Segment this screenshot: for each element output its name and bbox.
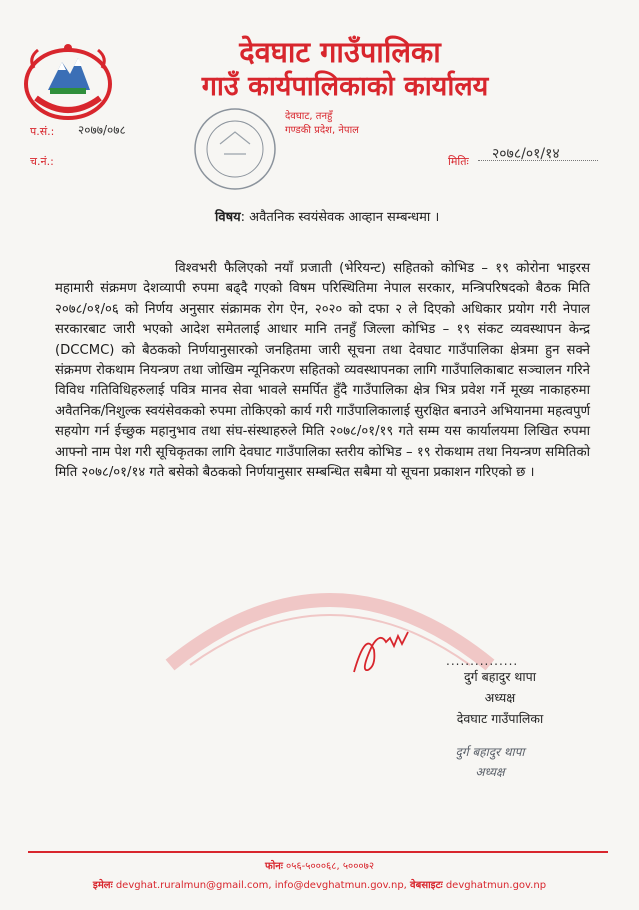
signatory-office: देवघाट गाउँपालिका (456, 711, 544, 726)
ps-value: २०७७/०७८ (78, 123, 126, 137)
subject-text: : अवैतनिक स्वयंसेवक आव्हान सम्बन्धमा । (240, 210, 440, 225)
name-stamp (430, 742, 550, 782)
website-label: वेबसाइटः (410, 880, 443, 891)
address-line1: देवघाट, तनहुँ (285, 111, 333, 122)
phone-label: फोनः (264, 861, 283, 872)
nepal-emblem-icon (20, 38, 116, 122)
signature-line: ............... (446, 654, 519, 668)
ps-label: प.सं.: (30, 125, 55, 138)
signatory-block (420, 666, 580, 729)
footer-phone (0, 858, 639, 872)
phone-value: ०५६-५०००६८, ५०००७२ (286, 861, 375, 872)
subject-line (215, 207, 439, 225)
footer-contact (0, 877, 639, 891)
address-line2: गण्डकी प्रदेश, नेपाल (285, 125, 359, 136)
stamp-title: अध्यक्ष (475, 765, 505, 779)
subject-label: विषय (215, 210, 241, 225)
org-name: देवघाट गाउँपालिका (239, 35, 441, 69)
signatory-title: अध्यक्ष (484, 690, 516, 705)
date-label: मितिः (448, 155, 469, 168)
notice-body: विश्वभरी फैलिएको नयाँ प्रजाती (भेरियन्ट) सहितको कोभिड – १९ कोरोना भाइरस महामारी संक्रमण देशव्यापी रुपमा बढ्दै गएको विषम परिस्थितिमा नेपाल सरकार, मन्त्रिपरिषदको बैठक मिति २०७८/०१/०६ को निर्णय अनुसार संक्रामक रोग ऐन, २०२० को दफा २ ले दिएको अधिकार प्रयोग गरी नेपाल सरकारबाट जारी भएको आदेश समेतलाई आधार मानि तनहुँ जिल्ला कोभिड – १९ संकट व्यवस्थापन केन्द्र (DCCMC) को बैठकको निर्णयानुसारको जनहितमा जारी सूचना तथा देवघाट गाउँपालिका क्षेत्रमा हुन सक्ने संक्रमण रोकथाम नियन्त्रण तथा जोखिम न्यूनिकरण सहितको व्यवस्थापनका लागि गाउँपालिकाबाट सञ्चालन गरिने विविध गतिविधिहरुलाई पवित्र मानव सेवा भावले समर्पित हुँदै गाउँपालिका क्षेत्र भित्र प्रवेश गर्ने मूख्य नाकाहरुमा अवैतनिक/निशुल्क स्वयंसेवकको रुपमा तोकिएको कार्य गरी गाउँपालिकालाई सुरक्षित बनाउने अभियानमा महत्वपुर्ण सहयोग गर्न ईच्छुक महानुभाव तथा संघ-संस्थाहरुले मिति २०७८/०१/१९ गते सम्म यस कार्यालयमा लिखित रुपमा आफ्नो नाम पेश गरी सूचिकृतका लागि देवघाट गाउँपालिका स्तरीय कोभिड – १९ रोकथाम तथा नियन्त्रण समितिको मिति २०७८/०१/१४ गते बसेको बैठकको निर्णयानुसार सम्बन्धित सबैमा यो सूचना प्रकाशन गरिएको छ । (55, 261, 590, 481)
signatory-name: दुर्ग बहादुर थापा (464, 669, 536, 684)
email-value: devghat.ruralmun@gmail.com, info@devghatmun.gov.np, (115, 880, 407, 891)
handwritten-signature (346, 620, 416, 680)
footer-divider (28, 851, 608, 853)
stamp-name: दुर्ग बहादुर थापा (455, 745, 525, 759)
website-value: devghatmun.gov.np (445, 880, 547, 891)
date-underline (478, 159, 598, 161)
date-value: २०७८/०१/१४ (492, 146, 560, 162)
cn-label: च.नं.: (30, 155, 54, 168)
office-name: गाउँ कार्यपालिकाको कार्यालय (201, 71, 489, 102)
org-header (130, 34, 550, 104)
email-label: इमेलः (92, 880, 113, 891)
office-address (285, 110, 359, 138)
office-seal-icon (190, 104, 280, 194)
